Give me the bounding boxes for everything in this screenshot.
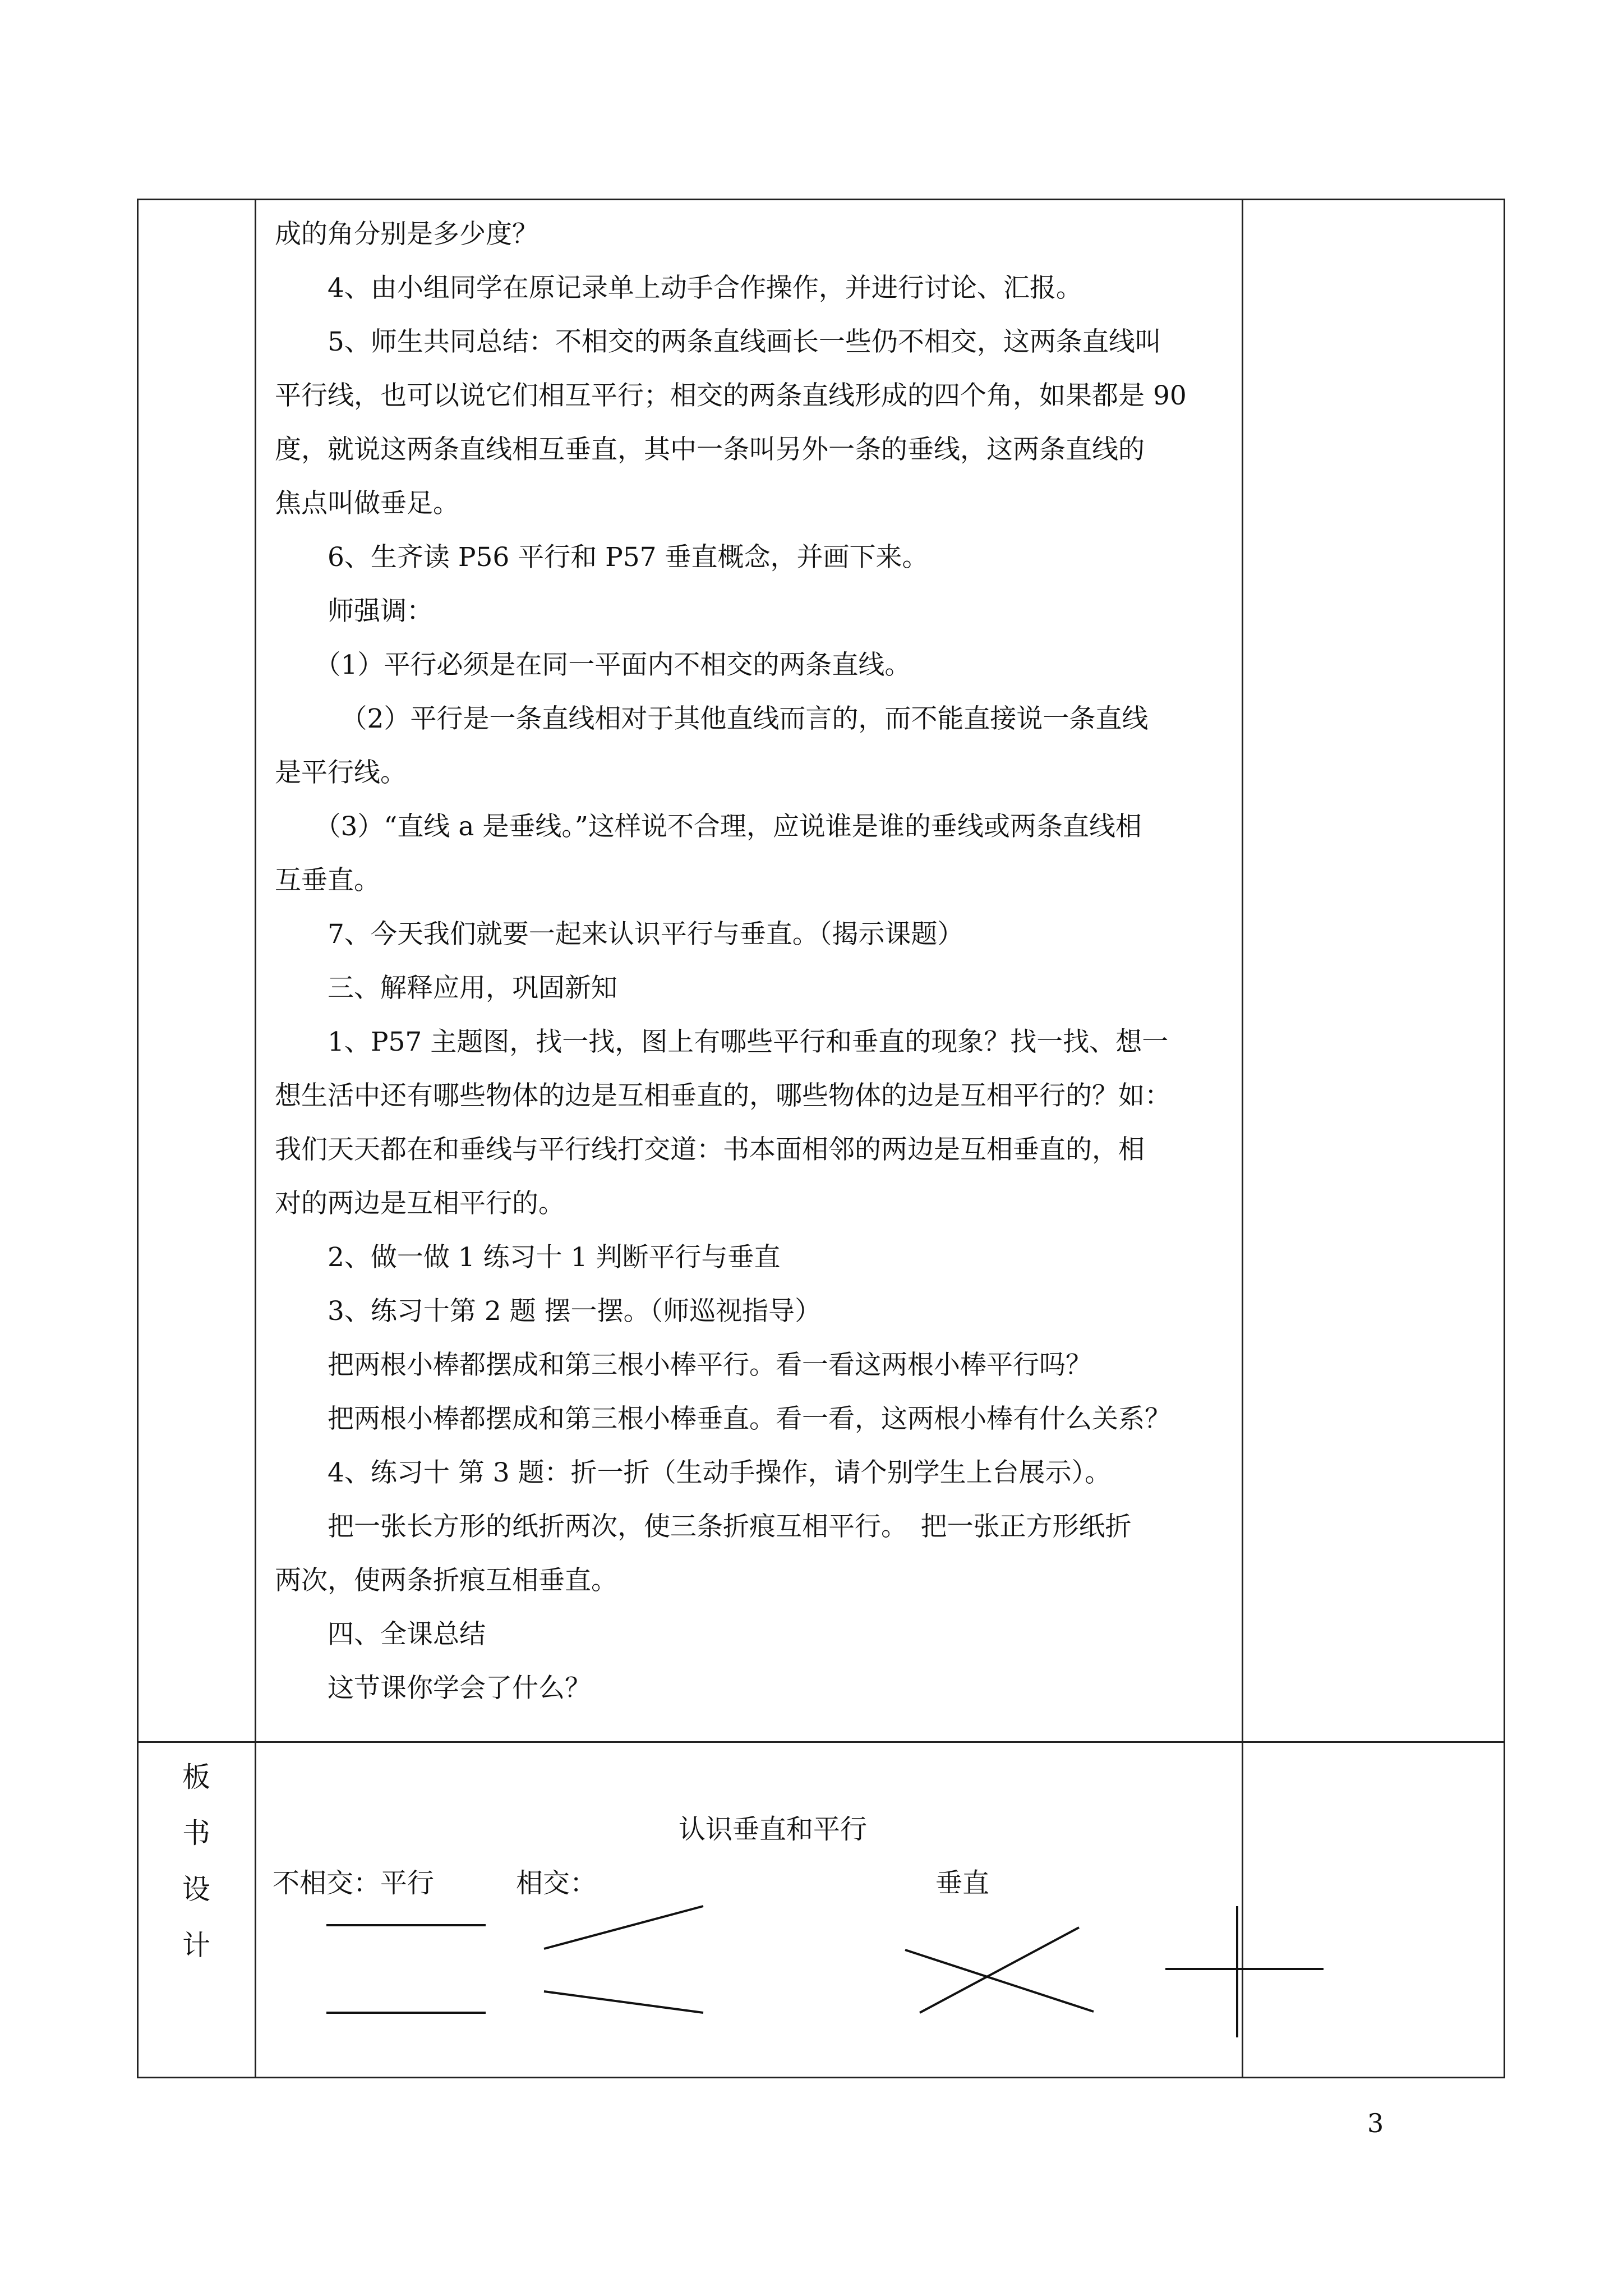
board-title: 认识垂直和平行 bbox=[679, 1814, 868, 1845]
content-line: 4、练习十 第 3 题：折一折（生动手操作，请个别学生上台展示）。 bbox=[275, 1457, 1112, 1488]
intersecting-line-lower bbox=[544, 1991, 703, 2013]
content-line: 平行线，也可以说它们相互平行；相交的两条直线形成的四个角，如果都是 90 bbox=[275, 380, 1187, 411]
content-line: 三、解释应用，巩固新知 bbox=[275, 973, 617, 1004]
content-line: 2、做一做 1 练习十 1 判断平行与垂直 bbox=[275, 1242, 781, 1273]
content-line: 两次，使两条折痕互相垂直。 bbox=[275, 1565, 617, 1596]
content-line: 度，就说这两条直线相互垂直，其中一条叫另外一条的垂线，这两条直线的 bbox=[275, 434, 1145, 465]
content-line: 这节课你学会了什么？ bbox=[275, 1673, 591, 1704]
content-line: 四、全课总结 bbox=[275, 1619, 486, 1650]
content-line: （1）平行必须是在同一平面内不相交的两条直线。 bbox=[275, 650, 911, 680]
content-line: 把一张长方形的纸折两次，使三条折痕互相平行。 把一张正方形纸折 bbox=[275, 1511, 1132, 1542]
content-line: 7、今天我们就要一起来认识平行与垂直。（揭示课题） bbox=[275, 919, 964, 950]
content-line: 师强调： bbox=[275, 596, 433, 627]
board-label-char: 书 bbox=[182, 1817, 210, 1849]
page-number: 3 bbox=[1367, 2108, 1384, 2138]
content-line: 想生活中还有哪些物体的边是互相垂直的，哪些物体的边是互相平行的？如： bbox=[275, 1080, 1171, 1111]
content-line: 3、练习十第 2 题 摆一摆。（师巡视指导） bbox=[275, 1296, 822, 1327]
board-intersect-label: 相交： bbox=[516, 1867, 597, 1899]
content-line: （3）“直线 a 是垂线。”这样说不合理，应说谁是谁的垂线或两条直线相 bbox=[275, 811, 1142, 842]
crossing-line-a bbox=[905, 1950, 1094, 2012]
content-line: 把两根小棒都摆成和第三根小棒垂直。看一看，这两根小棒有什么关系？ bbox=[275, 1404, 1171, 1434]
content-line: 6、生齐读 P56 平行和 P57 垂直概念，并画下来。 bbox=[275, 542, 929, 573]
board-label-char: 计 bbox=[182, 1929, 210, 1962]
content-line: 1、P57 主题图，找一找，图上有哪些平行和垂直的现象？找一找、想一 bbox=[275, 1027, 1169, 1057]
content-line: 对的两边是互相平行的。 bbox=[275, 1188, 565, 1219]
content-line: （2）平行是一条直线相对于其他直线而言的，而不能直接说一条直线 bbox=[275, 703, 1149, 734]
board-no-intersect-label: 不相交：平行 bbox=[273, 1867, 435, 1899]
content-line: 把两根小棒都摆成和第三根小棒平行。看一看这两根小棒平行吗？ bbox=[275, 1350, 1092, 1381]
content-line: 互垂直。 bbox=[275, 865, 380, 896]
content-line: 是平行线。 bbox=[275, 757, 407, 788]
board-perpendicular-label: 垂直 bbox=[935, 1867, 990, 1899]
intersecting-line-upper bbox=[544, 1906, 703, 1949]
content-line: 成的角分别是多少度？ bbox=[275, 219, 538, 250]
content-line: 焦点叫做垂足。 bbox=[275, 488, 459, 519]
board-label-char: 板 bbox=[182, 1761, 210, 1793]
content-line: 5、师生共同总结：不相交的两条直线画长一些仍不相交，这两条直线叫 bbox=[275, 326, 1161, 357]
content-line: 4、由小组同学在原记录单上动手合作操作，并进行讨论、汇报。 bbox=[275, 273, 1082, 303]
board-label-char: 设 bbox=[182, 1873, 210, 1906]
content-line: 我们天天都在和垂线与平行线打交道：书本面相邻的两边是互相垂直的，相 bbox=[275, 1134, 1145, 1165]
